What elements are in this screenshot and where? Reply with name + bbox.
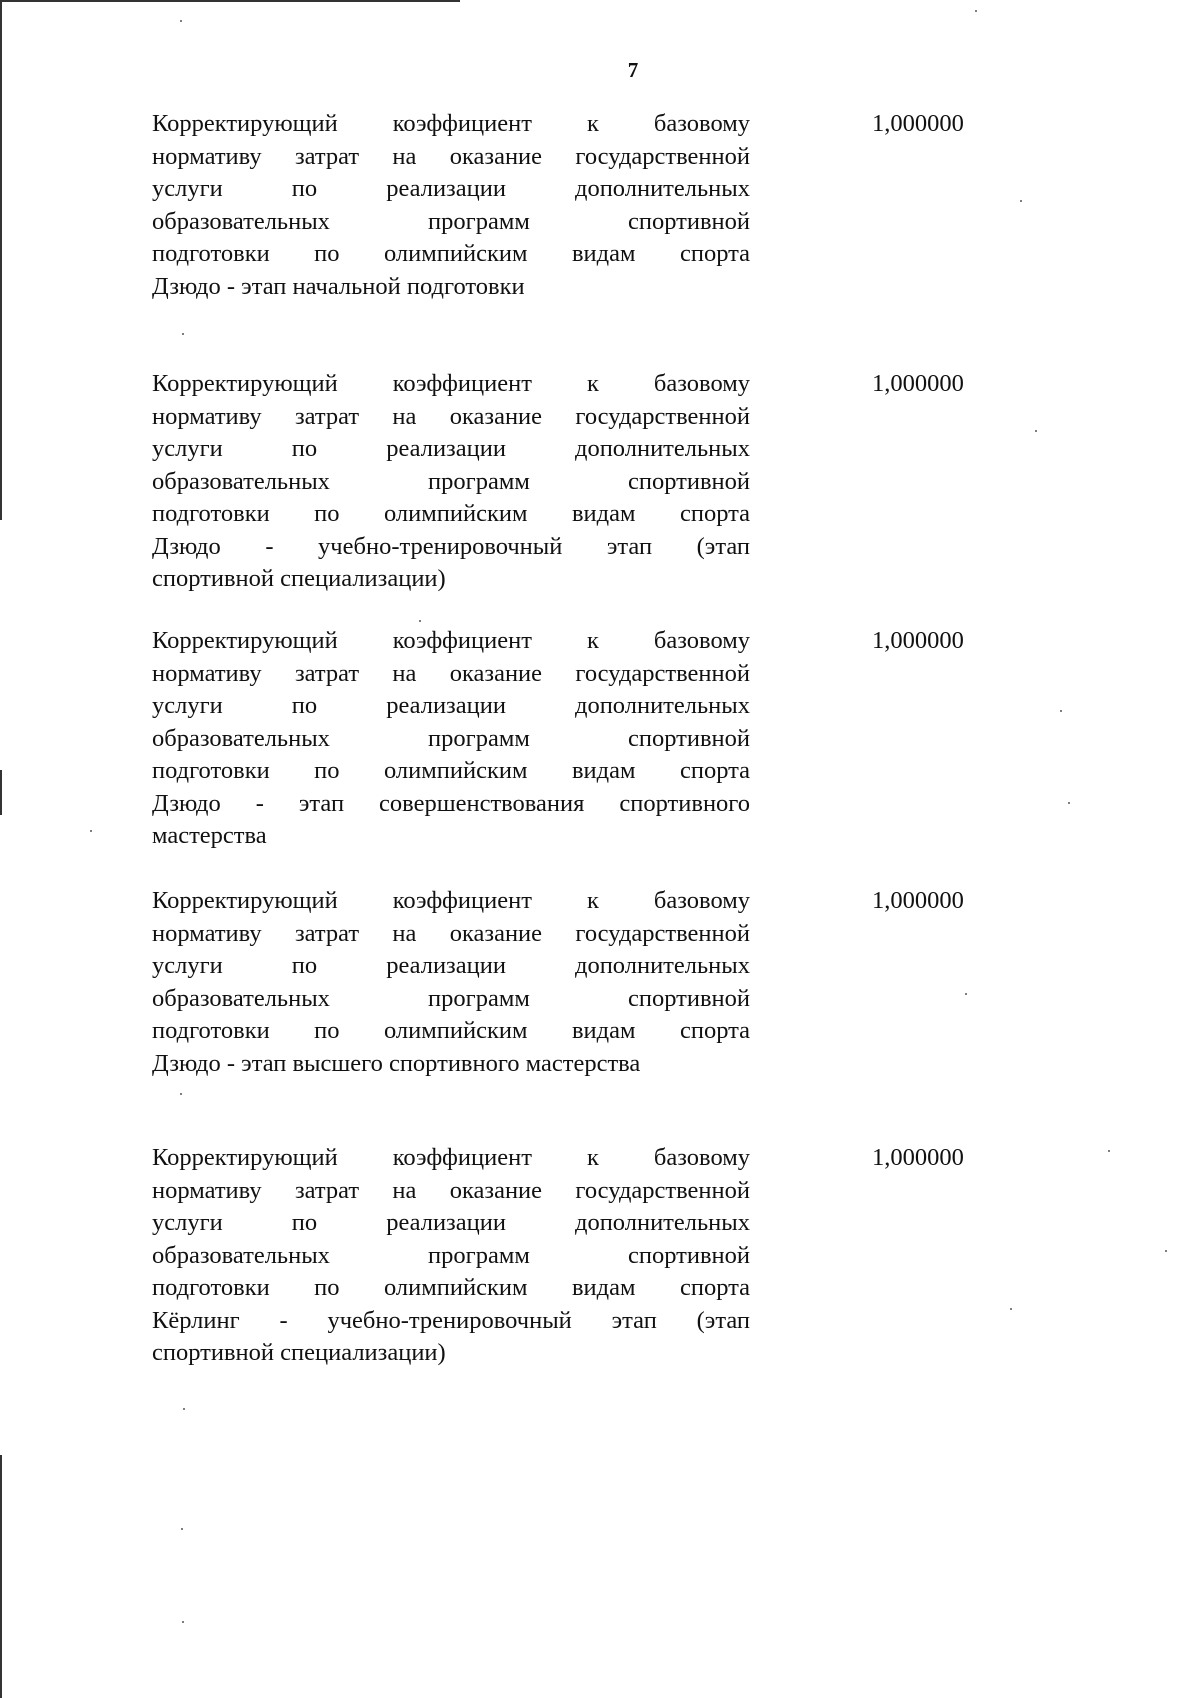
description-line: Дзюдо - этап совершенствования спортивного	[152, 789, 750, 817]
description-line: образовательных программ спортивной	[152, 207, 750, 235]
description-line: Дзюдо - этап высшего спортивного мастерства	[152, 1049, 641, 1077]
page-number: 7	[627, 58, 639, 82]
description-line: Корректирующий коэффициент к базовому	[152, 370, 750, 397]
coefficient-entry	[152, 368, 1200, 596]
scan-speck	[181, 1528, 183, 1530]
coefficient-entry	[152, 625, 1200, 853]
description-line: услуги по реализации дополнительных	[152, 1209, 750, 1236]
description-line: нормативу затрат на оказание государственной	[152, 142, 750, 170]
description-line: образовательных программ спортивной	[152, 724, 750, 752]
scan-speck	[182, 1621, 184, 1623]
description-line: Дзюдо - этап начальной подготовки	[152, 272, 525, 300]
description-line: спортивной специализации)	[152, 1339, 446, 1366]
coefficient-entry	[152, 1142, 1200, 1370]
description-line: Корректирующий коэффициент к базовому	[152, 627, 750, 654]
description-line: подготовки по олимпийским видам спорта	[152, 240, 750, 267]
description-line: нормативу затрат на оказание государственной	[152, 659, 750, 687]
description-line: подготовки по олимпийским видам спорта	[152, 1017, 750, 1044]
scan-speck	[180, 20, 182, 22]
description-line: подготовки по олимпийским видам спорта	[152, 1274, 750, 1301]
description-line: подготовки по олимпийским видам спорта	[152, 757, 750, 784]
description-line: нормативу затрат на оказание государственной	[152, 1176, 750, 1204]
description-line: услуги по реализации дополнительных	[152, 692, 750, 719]
coefficient-entry	[152, 885, 1200, 1080]
coefficient-value: 1,000000	[872, 110, 964, 137]
description-line: спортивной специализации)	[152, 565, 446, 592]
coefficient-value: 1,000000	[872, 370, 964, 397]
coefficient-description	[152, 108, 750, 303]
scan-speck	[90, 830, 92, 832]
description-line: мастерства	[152, 822, 267, 849]
coefficient-value: 1,000000	[872, 1144, 964, 1171]
description-line: образовательных программ спортивной	[152, 467, 750, 495]
coefficient-description	[152, 625, 750, 853]
coefficient-description	[152, 368, 750, 596]
coefficient-description	[152, 1142, 750, 1370]
scan-speck	[180, 1093, 182, 1095]
description-line: Корректирующий коэффициент к базовому	[152, 887, 750, 914]
coefficient-entry	[152, 108, 1200, 303]
coefficient-value: 1,000000	[872, 627, 964, 654]
description-line: образовательных программ спортивной	[152, 984, 750, 1012]
scan-edge-top	[0, 0, 460, 2]
scan-speck	[182, 333, 184, 335]
description-line: Корректирующий коэффициент к базовому	[152, 110, 750, 137]
description-line: Кёрлинг - учебно-тренировочный этап (этап	[152, 1306, 750, 1334]
description-line: подготовки по олимпийским видам спорта	[152, 500, 750, 527]
scan-speck	[419, 620, 421, 622]
scan-speck	[975, 10, 977, 12]
description-line: нормативу затрат на оказание государственной	[152, 402, 750, 430]
description-line: услуги по реализации дополнительных	[152, 175, 750, 202]
description-line: Корректирующий коэффициент к базовому	[152, 1144, 750, 1171]
description-line: Дзюдо - учебно-тренировочный этап (этап	[152, 532, 750, 560]
description-line: нормативу затрат на оказание государственной	[152, 919, 750, 947]
coefficient-value: 1,000000	[872, 887, 964, 914]
description-line: услуги по реализации дополнительных	[152, 952, 750, 979]
coefficient-description	[152, 885, 750, 1080]
description-line: услуги по реализации дополнительных	[152, 435, 750, 462]
description-line: образовательных программ спортивной	[152, 1241, 750, 1269]
scan-edge-left-mid	[0, 770, 2, 815]
scan-speck	[183, 1408, 185, 1410]
scan-edge-left-bottom	[0, 1455, 2, 1698]
